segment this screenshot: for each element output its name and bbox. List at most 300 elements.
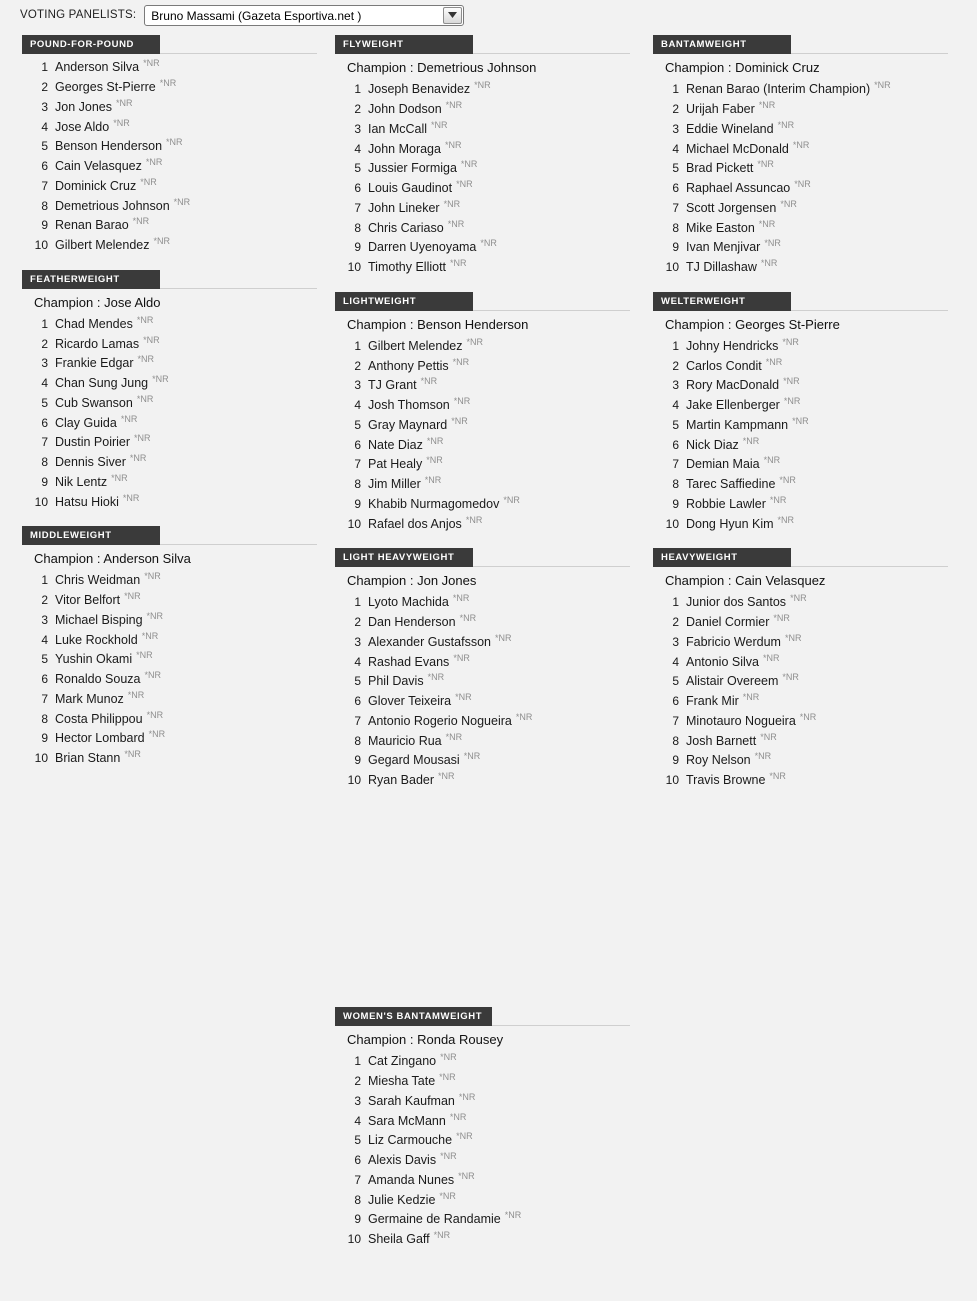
fighter-rank: 2 (41, 336, 48, 351)
not-ranked-marker: *NR (799, 711, 817, 722)
champion-line: Champion : Dominick Cruz (665, 60, 820, 75)
fighter-rank: 1 (672, 595, 679, 610)
fighter-rank: 6 (354, 694, 361, 709)
list-item (335, 1170, 630, 1190)
list-item (335, 79, 630, 99)
fighter-rank: 8 (672, 220, 679, 235)
not-ranked-marker: *NR (463, 751, 481, 762)
fighter-rank: 8 (672, 733, 679, 748)
list-item (335, 592, 630, 612)
fighter-list (653, 336, 948, 534)
fighter-list (335, 79, 630, 277)
fighter-rank: 10 (34, 494, 48, 509)
fighter-rank: 5 (41, 652, 48, 667)
not-ranked-marker: *NR (758, 100, 776, 111)
fighter-name: Josh Thomson $^{*NR}$ (368, 396, 471, 413)
not-ranked-marker: *NR (764, 238, 781, 249)
fighter-rank: 3 (354, 378, 361, 393)
fighter-rank: 2 (354, 102, 361, 117)
not-ranked-marker: *NR (426, 455, 443, 466)
list-item (653, 336, 948, 356)
fighter-rank: 7 (354, 713, 361, 728)
not-ranked-marker: *NR (433, 1230, 451, 1241)
not-ranked-marker: *NR (173, 196, 191, 207)
division-body (653, 311, 948, 534)
list-item (22, 156, 317, 176)
not-ranked-marker: *NR (443, 198, 461, 209)
not-ranked-marker: *NR (449, 1111, 467, 1122)
champion-line: Champion : Ronda Rousey (347, 1032, 504, 1047)
fighter-rank: 4 (354, 141, 361, 156)
division-welterweight (653, 291, 948, 534)
fighter-rank: 6 (354, 1153, 361, 1168)
fighter-rank: 9 (672, 496, 679, 511)
fighter-list (335, 592, 630, 790)
list-item (22, 353, 317, 373)
list-item (335, 671, 630, 691)
fighter-name: Michael McDonald $^{*NR}$ (686, 139, 810, 156)
not-ranked-marker: *NR (440, 1052, 457, 1063)
fighter-rank: 9 (672, 753, 679, 768)
list-item (22, 728, 317, 748)
fighter-rank: 1 (41, 573, 48, 588)
fighter-name: TJ Grant $^{*NR}$ (368, 376, 438, 393)
not-ranked-marker: *NR (451, 415, 468, 426)
list-item (653, 651, 948, 671)
fighter-rank: 3 (354, 1093, 361, 1108)
not-ranked-marker: *NR (440, 1151, 457, 1162)
list-item (653, 691, 948, 711)
fighter-list (335, 336, 630, 534)
fighter-name: Chris Weidman $^{*NR}$ (55, 571, 161, 588)
fighter-rank: 8 (41, 455, 48, 470)
not-ranked-marker: *NR (773, 613, 790, 624)
fighter-name: Urijah Faber $^{*NR}$ (686, 100, 776, 117)
list-item (22, 215, 317, 235)
not-ranked-marker: *NR (495, 632, 512, 643)
list-item (653, 711, 948, 731)
not-ranked-marker: *NR (760, 258, 778, 269)
list-item (653, 671, 948, 691)
fighter-name: Brian Stann $^{*NR}$ (55, 749, 141, 766)
list-item (653, 730, 948, 750)
fighter-rank: 4 (354, 654, 361, 669)
fighter-name: Johny Hendricks $^{*NR}$ (686, 336, 799, 353)
champion-line: Champion : Benson Henderson (347, 316, 529, 332)
not-ranked-marker: *NR (143, 58, 160, 69)
list-item (335, 474, 630, 494)
list-item (335, 375, 630, 395)
fighter-name: Dan Henderson $^{*NR}$ (368, 613, 477, 630)
fighter-rank: 7 (672, 200, 679, 215)
not-ranked-marker: *NR (120, 413, 138, 424)
list-item (653, 494, 948, 514)
fighter-rank: 2 (672, 358, 679, 373)
fighter-name: Vitor Belfort $^{*NR}$ (55, 591, 141, 608)
list-item (335, 1071, 630, 1091)
list-item (335, 1189, 630, 1209)
not-ranked-marker: *NR (122, 492, 140, 503)
list-item (653, 79, 948, 99)
column-2 (335, 34, 630, 804)
fighter-rank: 6 (354, 437, 361, 452)
fighter-rank: 3 (672, 121, 679, 136)
fighter-rank: 7 (41, 178, 48, 193)
not-ranked-marker: *NR (779, 475, 796, 486)
fighter-rank: 10 (665, 516, 679, 531)
fighter-rank: 10 (347, 1232, 361, 1247)
not-ranked-marker: *NR (137, 354, 155, 365)
fighter-rank: 7 (41, 691, 48, 706)
fighter-name: Demetrious Johnson $^{*NR}$ (55, 196, 191, 213)
not-ranked-marker: *NR (456, 179, 473, 190)
fighter-rank: 8 (354, 220, 361, 235)
fighter-name: Gray Maynard $^{*NR}$ (368, 415, 468, 432)
not-ranked-marker: *NR (874, 80, 891, 91)
not-ranked-marker: *NR (465, 514, 483, 525)
list-item (653, 632, 948, 652)
list-item (335, 395, 630, 415)
not-ranked-marker: *NR (159, 78, 177, 89)
panelist-select-wrap[interactable] (144, 5, 464, 26)
list-item (335, 178, 630, 198)
list-item (335, 1229, 630, 1249)
list-item (22, 195, 317, 215)
not-ranked-marker: *NR (145, 157, 163, 168)
list-item (22, 393, 317, 413)
list-item (335, 1110, 630, 1130)
fighter-name: Benson Henderson $^{*NR}$ (55, 137, 183, 154)
fighter-name: Cub Swanson $^{*NR}$ (55, 393, 154, 410)
fighter-list (653, 592, 948, 790)
not-ranked-marker: *NR (794, 179, 811, 190)
fighter-rank: 3 (41, 612, 48, 627)
fighter-name: Anderson Silva $^{*NR}$ (55, 58, 160, 75)
fighter-rank: 7 (41, 435, 48, 450)
fighter-rank: 2 (354, 615, 361, 630)
fighter-rank: 4 (672, 398, 679, 413)
list-item (22, 472, 317, 492)
fighter-name: Mauricio Rua $^{*NR}$ (368, 731, 463, 748)
list-item (335, 217, 630, 237)
not-ranked-marker: *NR (146, 709, 164, 720)
fighter-name: Jose Aldo $^{*NR}$ (55, 117, 130, 134)
fighter-name: Nick Diaz $^{*NR}$ (686, 435, 760, 452)
list-item (22, 97, 317, 117)
list-item (335, 1051, 630, 1071)
fighter-rank: 3 (672, 378, 679, 393)
list-item (22, 629, 317, 649)
list-item (335, 1150, 630, 1170)
not-ranked-marker: *NR (445, 731, 463, 742)
not-ranked-marker: *NR (152, 374, 169, 385)
list-item (335, 454, 630, 474)
not-ranked-marker: *NR (466, 336, 484, 347)
list-item (22, 689, 317, 709)
fighter-name: Liz Carmouche $^{*NR}$ (368, 1131, 473, 1148)
not-ranked-marker: *NR (783, 376, 800, 387)
not-ranked-marker: *NR (784, 632, 802, 643)
list-item (653, 178, 948, 198)
fighter-rank: 1 (354, 338, 361, 353)
list-item (335, 336, 630, 356)
not-ranked-marker: *NR (777, 514, 795, 525)
not-ranked-marker: *NR (420, 376, 438, 387)
fighter-rank: 7 (354, 457, 361, 472)
division-light-heavyweight (335, 547, 630, 790)
fighter-name: Yushin Okami $^{*NR}$ (55, 650, 153, 667)
fighter-rank: 1 (354, 82, 361, 97)
fighter-rank: 8 (41, 198, 48, 213)
list-item (335, 711, 630, 731)
not-ranked-marker: *NR (765, 356, 783, 367)
not-ranked-marker: *NR (166, 137, 183, 148)
fighter-name: Jon Jones $^{*NR}$ (55, 97, 133, 114)
fighter-name: Ivan Menjivar $^{*NR}$ (686, 238, 781, 255)
list-item (335, 632, 630, 652)
panelist-select[interactable] (144, 5, 464, 26)
fighter-name: Lyoto Machida $^{*NR}$ (368, 593, 470, 610)
fighter-name: John Moraga $^{*NR}$ (368, 139, 462, 156)
fighter-name: Eddie Wineland $^{*NR}$ (686, 119, 795, 136)
voting-panelists-bar (0, 0, 977, 30)
not-ranked-marker: *NR (146, 610, 164, 621)
fighter-rank: 9 (672, 240, 679, 255)
fighter-rank: 7 (672, 457, 679, 472)
not-ranked-marker: *NR (113, 117, 130, 128)
fighter-rank: 3 (354, 121, 361, 136)
fighter-rank: 4 (354, 398, 361, 413)
division-flyweight (335, 34, 630, 277)
list-item (335, 691, 630, 711)
list-item (22, 136, 317, 156)
fighter-list (335, 1051, 630, 1249)
division-body (22, 545, 317, 768)
champion-line: Champion : Demetrious Johnson (347, 60, 537, 75)
fighter-rank: 10 (665, 773, 679, 788)
list-item (22, 452, 317, 472)
list-item (653, 138, 948, 158)
fighter-rank: 6 (41, 415, 48, 430)
list-item (22, 116, 317, 136)
fighter-name: Robbie Lawler $^{*NR}$ (686, 494, 787, 511)
division-body (653, 567, 948, 790)
fighter-name: Gilbert Melendez $^{*NR}$ (368, 336, 484, 353)
fighter-name: Hector Lombard $^{*NR}$ (55, 729, 166, 746)
list-item (335, 158, 630, 178)
fighter-rank: 5 (672, 417, 679, 432)
not-ranked-marker: *NR (782, 672, 799, 683)
not-ranked-marker: *NR (792, 139, 810, 150)
list-item (653, 119, 948, 139)
list-item (335, 770, 630, 790)
fighter-rank: 5 (354, 674, 361, 689)
list-item (335, 434, 630, 454)
not-ranked-marker: *NR (124, 591, 141, 602)
division-body (22, 289, 317, 512)
not-ranked-marker: *NR (515, 711, 533, 722)
list-item (653, 158, 948, 178)
list-item (653, 217, 948, 237)
list-item (653, 770, 948, 790)
list-item (653, 434, 948, 454)
fighter-name: Nik Lentz $^{*NR}$ (55, 472, 128, 489)
division-body (335, 1026, 630, 1249)
fighter-name: Rory MacDonald $^{*NR}$ (686, 376, 800, 393)
fighter-rank: 1 (354, 595, 361, 610)
division-title-bantamweight: BANTAMWEIGHT (653, 35, 791, 54)
not-ranked-marker: *NR (132, 216, 150, 227)
fighter-rank: 6 (41, 672, 48, 687)
fighter-name: Mark Munoz $^{*NR}$ (55, 689, 145, 706)
fighter-rank: 2 (41, 593, 48, 608)
not-ranked-marker: *NR (456, 1131, 473, 1142)
fighter-rank: 9 (41, 218, 48, 233)
not-ranked-marker: *NR (769, 494, 787, 505)
division-body (335, 567, 630, 790)
list-item (335, 198, 630, 218)
fighter-name: Roy Nelson $^{*NR}$ (686, 751, 772, 768)
fighter-name: Ronaldo Souza $^{*NR}$ (55, 670, 161, 687)
fighter-rank: 5 (354, 1133, 361, 1148)
not-ranked-marker: *NR (474, 80, 491, 91)
not-ranked-marker: *NR (124, 749, 141, 760)
champion-line: Champion : Jose Aldo (34, 294, 161, 310)
fighter-name: Antonio Rogerio Nogueira $^{*NR}$ (368, 711, 533, 728)
fighter-rank: 3 (41, 99, 48, 114)
fighter-rank: 6 (672, 437, 679, 452)
fighter-rank: 10 (34, 751, 48, 766)
not-ranked-marker: *NR (742, 435, 760, 446)
fighter-name: Rashad Evans $^{*NR}$ (368, 652, 470, 669)
fighter-name: Costa Philippou $^{*NR}$ (55, 709, 164, 726)
fighter-name: Travis Browne $^{*NR}$ (686, 771, 786, 788)
not-ranked-marker: *NR (140, 176, 157, 187)
fighter-rank: 8 (672, 477, 679, 492)
voting-panelists-label: VOTING PANELISTS: (20, 9, 137, 21)
division-pound-for-pound (22, 34, 317, 255)
fighter-name: Georges St-Pierre $^{*NR}$ (55, 78, 177, 95)
fighter-rank: 7 (672, 713, 679, 728)
list-item (653, 513, 948, 533)
fighter-name: Frankie Edgar $^{*NR}$ (55, 354, 155, 371)
fighter-name: Josh Barnett $^{*NR}$ (686, 731, 777, 748)
fighter-rank: 2 (672, 102, 679, 117)
division-bantamweight (653, 34, 948, 277)
list-item (653, 415, 948, 435)
column-3 (653, 34, 948, 804)
list-item (335, 138, 630, 158)
fighter-rank: 10 (34, 238, 48, 253)
list-item (22, 708, 317, 728)
fighter-name: Renan Barao $^{*NR}$ (55, 216, 150, 233)
fighter-rank: 2 (354, 358, 361, 373)
fighter-name: Clay Guida $^{*NR}$ (55, 413, 138, 430)
not-ranked-marker: *NR (426, 435, 444, 446)
not-ranked-marker: *NR (127, 689, 145, 700)
fighter-name: Junior dos Santos $^{*NR}$ (686, 593, 807, 610)
fighter-rank: 7 (354, 200, 361, 215)
fighter-name: Germaine de Randamie $^{*NR}$ (368, 1210, 522, 1227)
fighter-name: Ian McCall $^{*NR}$ (368, 119, 448, 136)
fighter-rank: 4 (672, 141, 679, 156)
not-ranked-marker: *NR (444, 139, 462, 150)
list-item (22, 314, 317, 334)
list-item (653, 395, 948, 415)
list-item (22, 570, 317, 590)
not-ranked-marker: *NR (782, 336, 799, 347)
fighter-name: Ricardo Lamas $^{*NR}$ (55, 334, 160, 351)
division-body (653, 54, 948, 277)
list-item (653, 750, 948, 770)
fighter-name: Raphael Assuncao $^{*NR}$ (686, 179, 811, 196)
fighter-rank: 4 (672, 654, 679, 669)
list-item (653, 612, 948, 632)
list-item (335, 1091, 630, 1111)
fighter-rank: 7 (354, 1172, 361, 1187)
fighter-name: Alexander Gustafsson $^{*NR}$ (368, 632, 512, 649)
list-item (335, 494, 630, 514)
list-item (22, 176, 317, 196)
list-item (22, 432, 317, 452)
list-item (335, 119, 630, 139)
fighter-rank: 9 (41, 474, 48, 489)
fighter-name: Brad Pickett $^{*NR}$ (686, 159, 774, 176)
division-womens-bantamweight (335, 1006, 630, 1249)
list-item (22, 610, 317, 630)
fighter-name: Rafael dos Anjos $^{*NR}$ (368, 514, 483, 531)
list-item (22, 590, 317, 610)
division-title-featherweight: FEATHERWEIGHT (22, 270, 160, 289)
fighter-rank: 8 (354, 733, 361, 748)
division-featherweight (22, 269, 317, 512)
not-ranked-marker: *NR (503, 494, 520, 505)
list-item (653, 257, 948, 277)
list-item (653, 454, 948, 474)
not-ranked-marker: *NR (458, 1091, 476, 1102)
fighter-name: Chris Cariaso $^{*NR}$ (368, 218, 465, 235)
list-item (22, 669, 317, 689)
fighter-name: Frank Mir $^{*NR}$ (686, 692, 760, 709)
division-title-middleweight: MIDDLEWEIGHT (22, 526, 160, 545)
list-item (335, 651, 630, 671)
not-ranked-marker: *NR (141, 630, 159, 641)
not-ranked-marker: *NR (760, 731, 777, 742)
fighter-name: Joseph Benavidez $^{*NR}$ (368, 80, 491, 97)
list-item (335, 612, 630, 632)
fighter-name: Khabib Nurmagomedov $^{*NR}$ (368, 494, 520, 511)
champion-line: Champion : Jon Jones (347, 573, 477, 588)
fighter-rank: 1 (41, 60, 48, 75)
not-ranked-marker: *NR (783, 396, 801, 407)
not-ranked-marker: *NR (452, 593, 470, 604)
fighter-name: Chan Sung Jung $^{*NR}$ (55, 374, 169, 391)
list-item (335, 237, 630, 257)
fighter-rank: 9 (354, 240, 361, 255)
fighter-name: Julie Kedzie $^{*NR}$ (368, 1190, 456, 1207)
column-1 (22, 34, 317, 782)
list-item (335, 730, 630, 750)
not-ranked-marker: *NR (144, 571, 161, 582)
fighter-name: Dong Hyun Kim $^{*NR}$ (686, 514, 795, 531)
not-ranked-marker: *NR (424, 475, 442, 486)
fighter-name: Sheila Gaff $^{*NR}$ (368, 1230, 451, 1247)
fighter-list (22, 570, 317, 768)
division-body (22, 54, 317, 255)
fighter-name: Cat Zingano $^{*NR}$ (368, 1052, 457, 1069)
fighter-list (22, 57, 317, 255)
not-ranked-marker: *NR (136, 393, 154, 404)
